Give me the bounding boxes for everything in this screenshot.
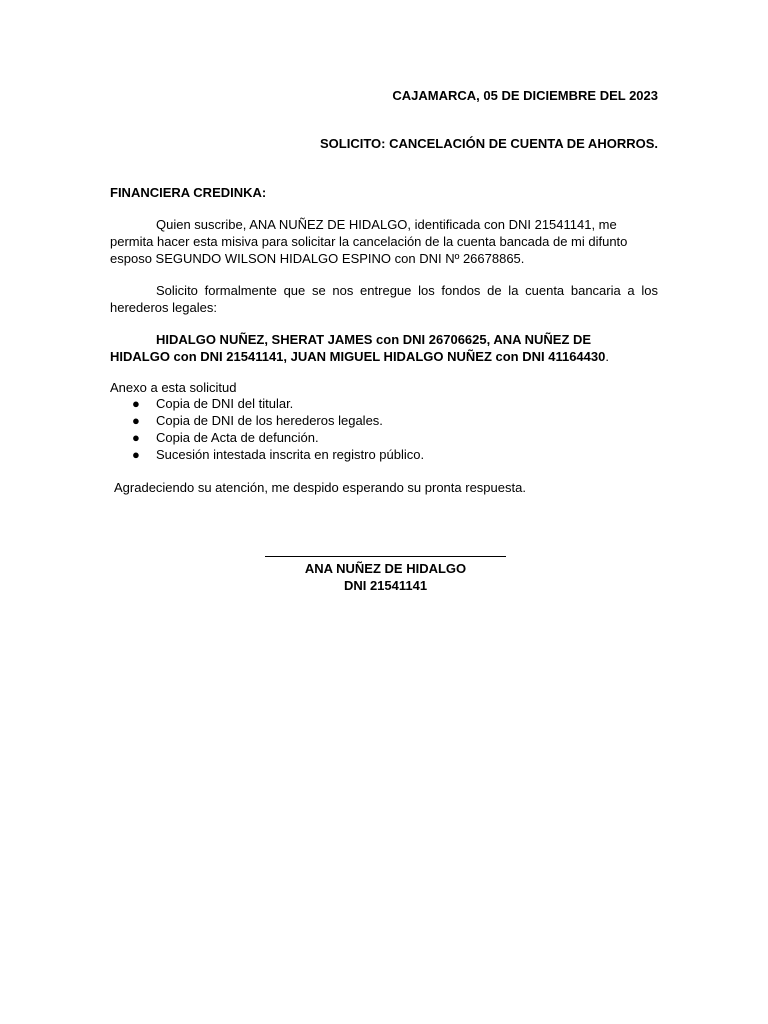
list-item: ● Sucesión intestada inscrita en registro público. [132,447,425,462]
bullet-icon: ● [132,413,140,428]
annex-intro: Anexo a esta solicitud [110,380,237,395]
bullet-icon: ● [132,396,140,411]
date-line: CAJAMARCA, 05 DE DICIEMBRE DEL 2023 [392,88,658,103]
heirs-list-text: HIDALGO NUÑEZ, SHERAT JAMES con DNI 26706625, ANA NUÑEZ DE HIDALGO con DNI 21541141, JUAN MIGUEL HIDALGO NUÑEZ con DNI 41164430 [110,332,606,364]
list-item: ● Copia de DNI de los herederos legales. [132,413,383,428]
list-item: ● Copia de DNI del titular. [132,396,294,411]
heirs-period: . [605,349,609,364]
annex-list [110,395,424,463]
signature-dni: DNI 21541141 [343,578,428,593]
addressee: FINANCIERA CREDINKA: [110,185,267,200]
paragraph-request: Solicito formalmente que se nos entregue los fondos de la cuenta bancaria a los herederos legales: [110,283,658,315]
signature-name: ANA NUÑEZ DE HIDALGO [304,561,467,576]
heirs-paragraph [110,331,650,365]
paragraph-intro: Quien suscribe, ANA NUÑEZ DE HIDALGO, identificada con DNI 21541141, me permita hacer esta misiva para solicitar la cancelación de la cuenta bancada de mi difunto esposo SEGUNDO WILSON HIDALGO ESPINO con DNI Nº 26678865. [110,217,628,266]
subject-line: SOLICITO: CANCELACIÓN DE CUENTA DE AHORROS. [319,136,658,151]
signature-line [265,556,506,557]
closing-line: Agradeciendo su atención, me despido esperando su pronta respuesta. [114,480,526,495]
bullet-icon: ● [132,447,140,462]
list-item: ● Copia de Acta de defunción. [132,430,319,445]
bullet-icon: ● [132,430,140,445]
